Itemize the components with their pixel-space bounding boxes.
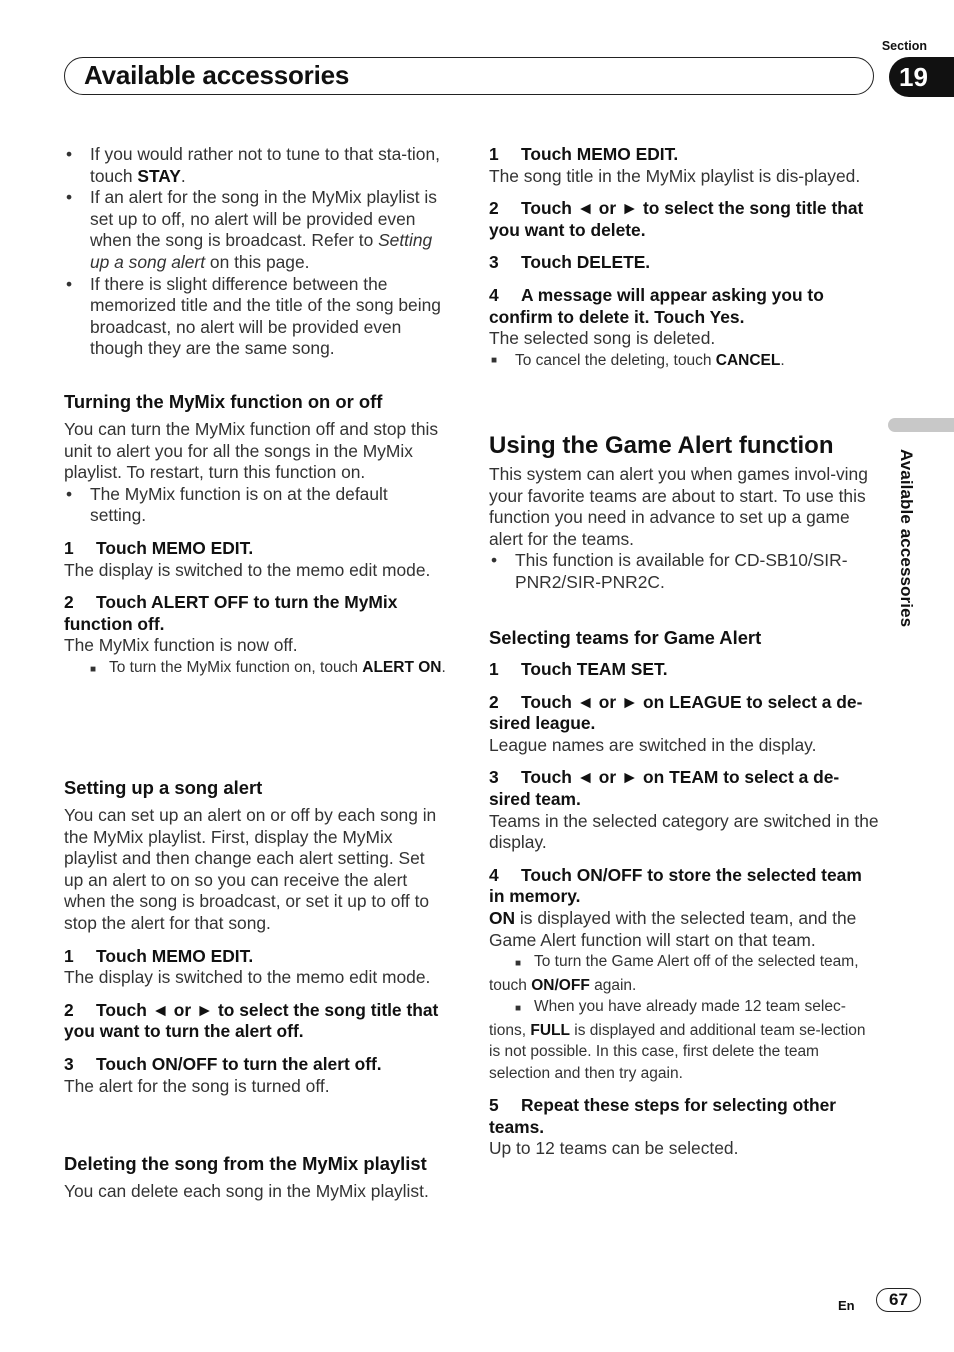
bullet-item: • This function is available for CD-SB10/SIR-PNR2/SIR-PNR2C.	[491, 550, 848, 592]
bullet-dot-icon: •	[66, 273, 73, 294]
turning-section	[64, 390, 448, 680]
step-heading: 1 Touch MEMO EDIT.	[489, 144, 679, 164]
step-body: The song title in the MyMix playlist is dis-played.	[489, 165, 861, 186]
section-heading: Selecting teams for Game Alert	[489, 627, 762, 648]
body-text: You can turn the MyMix function off and stop this unit to alert you for all the songs in the MyMix playlist. To restart, turn this function on.	[64, 419, 439, 483]
note-item: ■ To cancel the deleting, touch CANCEL.	[489, 350, 873, 372]
step-heading: 4 A message will appear asking you to confirm to delete it. Touch Yes.	[489, 284, 824, 327]
step-body: The selected song is deleted.	[489, 328, 716, 349]
page-title: Available accessories	[84, 60, 350, 90]
step-heading: 2 Touch ◄ or ► on LEAGUE to select a de-sired league.	[489, 691, 863, 734]
step-heading: 3 Touch ON/OFF to turn the alert off.	[64, 1053, 382, 1074]
section-heading: Deleting the song from the MyMix playlist	[64, 1153, 427, 1174]
step-body: The alert for the song is turned off.	[64, 1075, 330, 1096]
side-tab-marker	[888, 418, 954, 432]
left-column	[64, 144, 448, 360]
step-heading: 5 Repeat these steps for selecting other teams.	[489, 1095, 837, 1137]
step-heading: 3 Touch DELETE.	[489, 252, 651, 273]
bullet-item: • The MyMix function is on at the default setting.	[66, 483, 388, 526]
bullet-dot-icon: •	[66, 483, 73, 504]
step-heading: 4 Touch ON/OFF to store the selected team in memory.	[489, 864, 862, 907]
note-square-icon: ■	[515, 1003, 522, 1015]
bullet-dot-icon: •	[66, 144, 73, 164]
step-heading: 2 Touch ◄ or ► to select the song title that you want to delete.	[489, 198, 864, 240]
step-body: Teams in the selected category are switched in the display.	[489, 810, 879, 853]
body-text: You can set up an alert on or off by each song in the MyMix playlist. First, display the MyMix playlist and then change each alert setting. Set up an alert to on so you can receive the alert when the song is broadcast, or set it up to off to stop the alert for that song.	[64, 805, 437, 933]
step-body: ON is displayed with the selected team, and the Game Alert function will start on that team.	[489, 907, 857, 950]
bullet-item: • If an alert for the song in the MyMix playlist is set up to off, no alert will be provided even when the song is broadcast. Refer to Setting up a song alert on this page.	[66, 187, 437, 272]
language-label: En	[838, 1298, 855, 1313]
bullet-item: • If there is slight difference between the memorized title and the title of the song being broadcast, no alert will be provided even though they are the same song.	[66, 273, 441, 359]
body-text: You can delete each song in the MyMix playlist.	[64, 1181, 429, 1201]
bullet-dot-icon: •	[491, 550, 498, 571]
game-alert-section	[489, 432, 873, 594]
bullet-dot-icon: •	[66, 187, 73, 208]
page-number: 67	[876, 1288, 921, 1312]
step-heading: 2 Touch ◄ or ► to select the song title that you want to turn the alert off.	[64, 999, 439, 1042]
step-heading: 1 Touch MEMO EDIT.	[64, 945, 254, 966]
step-heading: 3 Touch ◄ or ► on TEAM to select a de-sired team.	[489, 767, 840, 809]
section-title: Using the Game Alert function	[489, 432, 834, 459]
step-body: Up to 12 teams can be selected.	[489, 1138, 739, 1159]
step-heading: 2 Touch ALERT OFF to turn the MyMix function off.	[64, 592, 398, 634]
note-square-icon: ■	[515, 958, 522, 970]
section-number: 19	[889, 57, 954, 97]
side-tab-label: Available accessories	[897, 449, 916, 628]
note-square-icon: ■	[90, 663, 97, 675]
step-body: League names are switched in the display.	[489, 734, 817, 755]
body-text: This system can alert you when games invol-ving your favorite teams are about to start. To use this function you need in advance to set up a game alert for the teams.	[489, 464, 868, 549]
note-square-icon: ■	[491, 354, 498, 366]
bullet-item: • If you would rather not to tune to that sta-tion, touch STAY.	[66, 144, 440, 186]
step-heading: 1 Touch MEMO EDIT.	[64, 537, 254, 558]
setting-section	[64, 776, 448, 1097]
delete-steps	[489, 144, 873, 371]
deleting-section	[64, 1152, 448, 1203]
selecting-section	[489, 626, 879, 1160]
step-body: The display is switched to the memo edit mode.	[64, 559, 431, 580]
cross-reference: Setting up a song alert	[90, 230, 433, 272]
step-heading: 1 Touch TEAM SET.	[489, 659, 668, 679]
note-item: ■ When you have already made 12 team selec-tions, FULL is displayed and additional team se-lection is not possible. In this case, first delete the team selection and then try again.	[489, 998, 866, 1082]
step-body: The MyMix function is now off.	[64, 635, 298, 656]
step-body: The display is switched to the memo edit mode.	[64, 967, 431, 988]
section-label: Section	[881, 39, 927, 53]
note-item: ■ To turn the Game Alert off of the selected team, touch ON/OFF again.	[489, 953, 859, 994]
section-heading: Setting up a song alert	[64, 777, 263, 798]
section-heading: Turning the MyMix function on or off	[64, 391, 383, 412]
note-item: ■ To turn the MyMix function on, touch ALERT ON.	[90, 658, 446, 676]
